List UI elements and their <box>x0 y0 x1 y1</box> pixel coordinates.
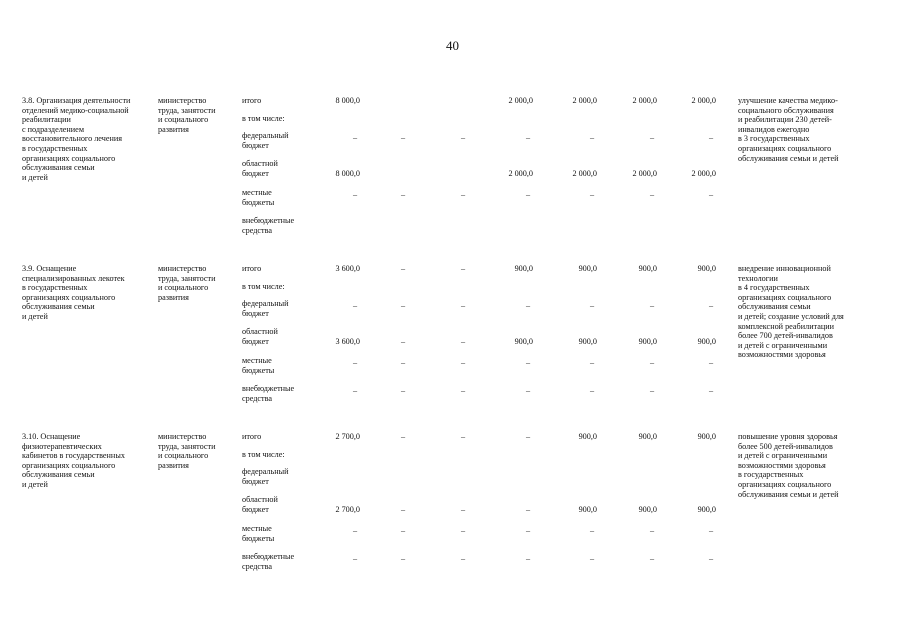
funding-source-label: итого <box>242 264 262 273</box>
budget-cell: – <box>649 301 655 310</box>
funding-source-label: внебюджетные средства <box>242 216 295 235</box>
budget-cell: 2 000,0 <box>572 168 597 178</box>
budget-cell: – <box>708 358 714 367</box>
budget-cell: – <box>400 133 406 142</box>
budget-cell: 2 000,0 <box>572 96 597 105</box>
budget-cell: 8 000,0 <box>335 168 360 178</box>
budget-cell: 900,0 <box>697 432 716 441</box>
expected-result: внедрение инновационной технологии в 4 государственных организациях социального обслуживания семьи и детей; создание условий для комплексной реабилитации более 700 детей-инвалидов и детей с ограниченными возможностями здоровья <box>738 264 844 360</box>
budget-cell: – <box>589 358 595 367</box>
budget-cell: 3 600,0 <box>335 264 360 273</box>
funding-source-label: в том числе: <box>242 282 285 291</box>
budget-cell: – <box>460 358 466 367</box>
budget-cell: – <box>589 133 595 142</box>
budget-cell: – <box>352 301 358 310</box>
budget-cell: – <box>589 190 595 199</box>
budget-cell: – <box>460 554 466 563</box>
budget-cell: – <box>525 526 531 535</box>
page-number: 40 <box>446 38 459 53</box>
budget-cell: – <box>708 190 714 199</box>
funding-source-label: итого <box>242 432 262 441</box>
budget-cell: – <box>400 526 406 535</box>
budget-cell: 900,0 <box>578 336 597 346</box>
budget-cell: – <box>525 432 531 441</box>
budget-cell: 900,0 <box>578 432 597 441</box>
budget-cell: – <box>400 264 406 273</box>
budget-cell: – <box>649 554 655 563</box>
funding-source-label: местные бюджеты <box>242 356 275 375</box>
budget-cell: – <box>352 554 358 563</box>
budget-cell: 900,0 <box>578 504 597 514</box>
budget-cell: 900,0 <box>697 504 716 514</box>
budget-cell: – <box>460 526 466 535</box>
budget-cell: 2 000,0 <box>691 96 716 105</box>
budget-cell: – <box>400 190 406 199</box>
budget-cell: – <box>460 301 466 310</box>
budget-cell: – <box>352 386 358 395</box>
budget-cell: – <box>400 504 406 514</box>
budget-cell: – <box>649 526 655 535</box>
budget-cell: 2 700,0 <box>335 504 360 514</box>
budget-cell: 2 000,0 <box>508 168 533 178</box>
budget-cell: – <box>708 386 714 395</box>
funding-source-label: внебюджетные средства <box>242 384 295 403</box>
budget-cell: – <box>400 358 406 367</box>
budget-cell: 900,0 <box>578 264 597 273</box>
budget-cell: – <box>589 386 595 395</box>
budget-cell: – <box>400 336 406 346</box>
budget-cell: – <box>525 386 531 395</box>
budget-cell: – <box>708 301 714 310</box>
funding-source-label: в том числе: <box>242 114 285 123</box>
budget-cell: 900,0 <box>514 264 533 273</box>
funding-source-label: областной бюджет <box>242 159 278 178</box>
budget-cell: – <box>649 386 655 395</box>
funding-source-label: федеральный бюджет <box>242 467 289 486</box>
budget-cell: – <box>525 133 531 142</box>
budget-cell: – <box>460 386 466 395</box>
budget-cell: – <box>460 336 466 346</box>
funding-source-label: местные бюджеты <box>242 524 275 543</box>
executor-name: министерство труда, занятости и социального развития <box>158 264 216 302</box>
funding-source-label: в том числе: <box>242 450 285 459</box>
budget-cell: – <box>460 432 466 441</box>
measure-title: 3.10. Оснащение физиотерапевтических кабинетов в государственных организациях социального обслуживания семьи и детей <box>22 432 125 489</box>
budget-cell: 2 700,0 <box>335 432 360 441</box>
budget-cell: – <box>352 190 358 199</box>
budget-cell: 900,0 <box>514 336 533 346</box>
expected-result: улучшение качества медико- социального обслуживания и реабилитации 230 детей- инвалидов ежегодно в 3 государственных организациях социального обслуживания семьи и детей <box>738 96 839 163</box>
expected-result: повышение уровня здоровья более 500 детей-инвалидов и детей с ограниченными возможностями здоровья в государственных организациях социального обслуживания семьи и детей <box>738 432 839 499</box>
budget-cell: 900,0 <box>638 504 657 514</box>
budget-cell: – <box>352 133 358 142</box>
budget-cell: – <box>589 526 595 535</box>
budget-cell: – <box>400 386 406 395</box>
budget-cell: – <box>708 554 714 563</box>
budget-cell: – <box>589 554 595 563</box>
budget-cell: – <box>352 526 358 535</box>
budget-cell: 3 600,0 <box>335 336 360 346</box>
budget-cell: – <box>589 301 595 310</box>
budget-cell: – <box>525 358 531 367</box>
budget-cell: 900,0 <box>697 336 716 346</box>
budget-cell: 2 000,0 <box>632 96 657 105</box>
budget-cell: – <box>400 432 406 441</box>
budget-cell: – <box>708 526 714 535</box>
budget-cell: – <box>352 358 358 367</box>
funding-source-label: областной бюджет <box>242 327 278 346</box>
budget-cell: – <box>525 301 531 310</box>
budget-cell: 900,0 <box>638 264 657 273</box>
budget-cell: 8 000,0 <box>335 96 360 105</box>
budget-cell: 900,0 <box>638 432 657 441</box>
measure-title: 3.8. Организация деятельности отделений медико-социальной реабилитации с подразделением восстановительного лечения в государственных организациях социального обслуживания семьи и детей <box>22 96 131 182</box>
funding-source-label: федеральный бюджет <box>242 131 289 150</box>
executor-name: министерство труда, занятости и социального развития <box>158 432 216 470</box>
budget-cell: 2 000,0 <box>508 96 533 105</box>
funding-source-label: областной бюджет <box>242 495 278 514</box>
budget-cell: – <box>525 504 531 514</box>
budget-cell: – <box>649 358 655 367</box>
funding-source-label: местные бюджеты <box>242 188 275 207</box>
budget-cell: – <box>400 554 406 563</box>
budget-cell: 2 000,0 <box>632 168 657 178</box>
budget-cell: 900,0 <box>638 336 657 346</box>
budget-cell: – <box>460 133 466 142</box>
budget-cell: – <box>525 190 531 199</box>
funding-source-label: федеральный бюджет <box>242 299 289 318</box>
budget-cell: – <box>708 133 714 142</box>
budget-cell: – <box>649 190 655 199</box>
budget-cell: 2 000,0 <box>691 168 716 178</box>
budget-cell: – <box>460 264 466 273</box>
executor-name: министерство труда, занятости и социального развития <box>158 96 216 134</box>
budget-cell: 900,0 <box>697 264 716 273</box>
budget-cell: – <box>649 133 655 142</box>
budget-cell: – <box>525 554 531 563</box>
funding-source-label: внебюджетные средства <box>242 552 295 571</box>
measure-title: 3.9. Оснащение специализированных лекотек в государственных организациях социального обслуживания семьи и детей <box>22 264 125 321</box>
funding-source-label: итого <box>242 96 262 105</box>
budget-cell: – <box>460 190 466 199</box>
budget-cell: – <box>400 301 406 310</box>
budget-cell: – <box>460 504 466 514</box>
